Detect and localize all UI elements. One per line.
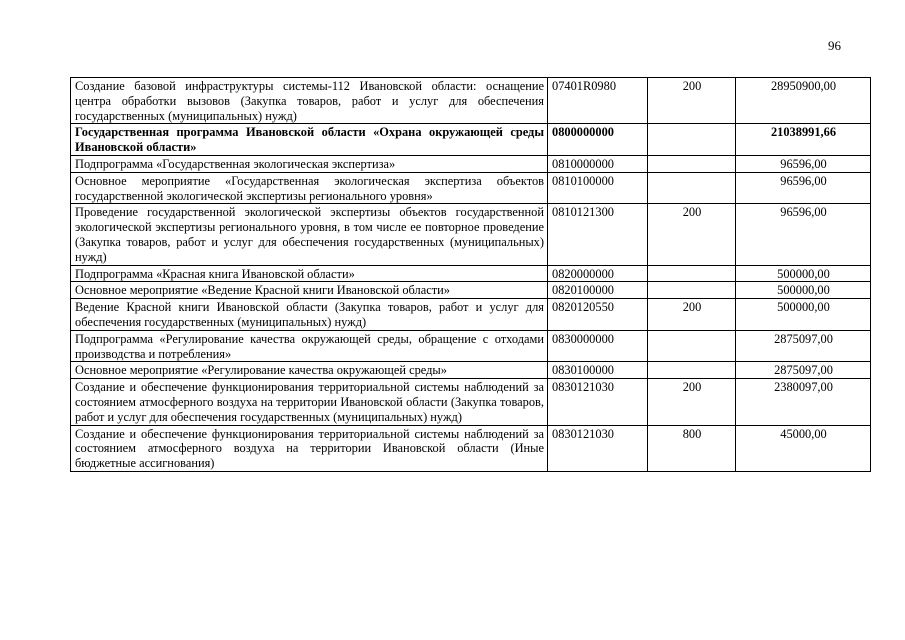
- cell-expense-type: [648, 362, 736, 379]
- cell-code: 0810100000: [548, 172, 648, 204]
- cell-code: 0820120550: [548, 299, 648, 331]
- table-row: [71, 425, 871, 471]
- cell-code: 0830121030: [548, 425, 648, 471]
- cell-amount: 96596,00: [736, 172, 871, 204]
- cell-name: Подпрограмма «Красная книга Ивановской области»: [71, 265, 548, 282]
- cell-amount: 96596,00: [736, 155, 871, 172]
- table-row: [71, 204, 871, 265]
- cell-name: Создание и обеспечение функционирования территориальной системы наблюдений за состоянием атмосферного воздуха на территории Ивановской области (Закупка товаров, работ и услуг для обеспечения государственных (муниципальных) нужд): [71, 379, 548, 425]
- cell-name: Основное мероприятие «Регулирование качества окружающей среды»: [71, 362, 548, 379]
- cell-amount: 28950900,00: [736, 78, 871, 124]
- table-row: [71, 299, 871, 331]
- cell-expense-type: 200: [648, 204, 736, 265]
- table-row: [71, 78, 871, 124]
- cell-name: Проведение государственной экологической экспертизы объектов государственной экологической экспертизы регионального уровня, в том числе ее повторное проведение (Закупка товаров, работ и услуг для обеспечения государственных (муниципальных) нужд): [71, 204, 548, 265]
- cell-expense-type: 200: [648, 299, 736, 331]
- cell-expense-type: 800: [648, 425, 736, 471]
- table-row: [71, 379, 871, 425]
- cell-code: 0830000000: [548, 330, 648, 362]
- cell-code: 0810121300: [548, 204, 648, 265]
- cell-name: Ведение Красной книги Ивановской области (Закупка товаров, работ и услуг для обеспечения государственных (муниципальных) нужд): [71, 299, 548, 331]
- cell-name: Создание и обеспечение функционирования территориальной системы наблюдений за состоянием атмосферного воздуха на территории Ивановской области (Иные бюджетные ассигнования): [71, 425, 548, 471]
- cell-expense-type: [648, 124, 736, 156]
- table-row: [71, 124, 871, 156]
- table-row: [71, 265, 871, 282]
- cell-name: Подпрограмма «Государственная экологическая экспертиза»: [71, 155, 548, 172]
- cell-expense-type: [648, 172, 736, 204]
- cell-code: 0820100000: [548, 282, 648, 299]
- cell-amount: 500000,00: [736, 265, 871, 282]
- cell-name: Основное мероприятие «Государственная экологическая экспертиза объектов государственной экологической экспертизы регионального уровня»: [71, 172, 548, 204]
- table-row: [71, 282, 871, 299]
- cell-amount: 2380097,00: [736, 379, 871, 425]
- table-row: [71, 172, 871, 204]
- cell-name: Основное мероприятие «Ведение Красной книги Ивановской области»: [71, 282, 548, 299]
- cell-expense-type: [648, 265, 736, 282]
- cell-amount: 500000,00: [736, 299, 871, 331]
- budget-table-body: [71, 78, 871, 472]
- cell-expense-type: [648, 155, 736, 172]
- cell-code: 0810000000: [548, 155, 648, 172]
- cell-name: Государственная программа Ивановской области «Охрана окружающей среды Ивановской области»: [71, 124, 548, 156]
- cell-amount: 96596,00: [736, 204, 871, 265]
- table-row: [71, 330, 871, 362]
- cell-expense-type: 200: [648, 379, 736, 425]
- page-number: 96: [828, 38, 841, 53]
- cell-expense-type: 200: [648, 78, 736, 124]
- table-row: [71, 362, 871, 379]
- cell-expense-type: [648, 330, 736, 362]
- cell-expense-type: [648, 282, 736, 299]
- table-row: [71, 155, 871, 172]
- cell-amount: 2875097,00: [736, 330, 871, 362]
- cell-code: 0800000000: [548, 124, 648, 156]
- cell-code: 07401R0980: [548, 78, 648, 124]
- cell-code: 0820000000: [548, 265, 648, 282]
- cell-amount: 500000,00: [736, 282, 871, 299]
- cell-code: 0830121030: [548, 379, 648, 425]
- cell-code: 0830100000: [548, 362, 648, 379]
- cell-name: Создание базовой инфраструктуры системы-112 Ивановской области: оснащение центра обработки вызовов (Закупка товаров, работ и услуг для обеспечения государственных (муниципальных) нужд): [71, 78, 548, 124]
- budget-table: [70, 77, 871, 472]
- cell-amount: 45000,00: [736, 425, 871, 471]
- cell-amount: 2875097,00: [736, 362, 871, 379]
- cell-amount: 21038991,66: [736, 124, 871, 156]
- cell-name: Подпрограмма «Регулирование качества окружающей среды, обращение с отходами производства и потребления»: [71, 330, 548, 362]
